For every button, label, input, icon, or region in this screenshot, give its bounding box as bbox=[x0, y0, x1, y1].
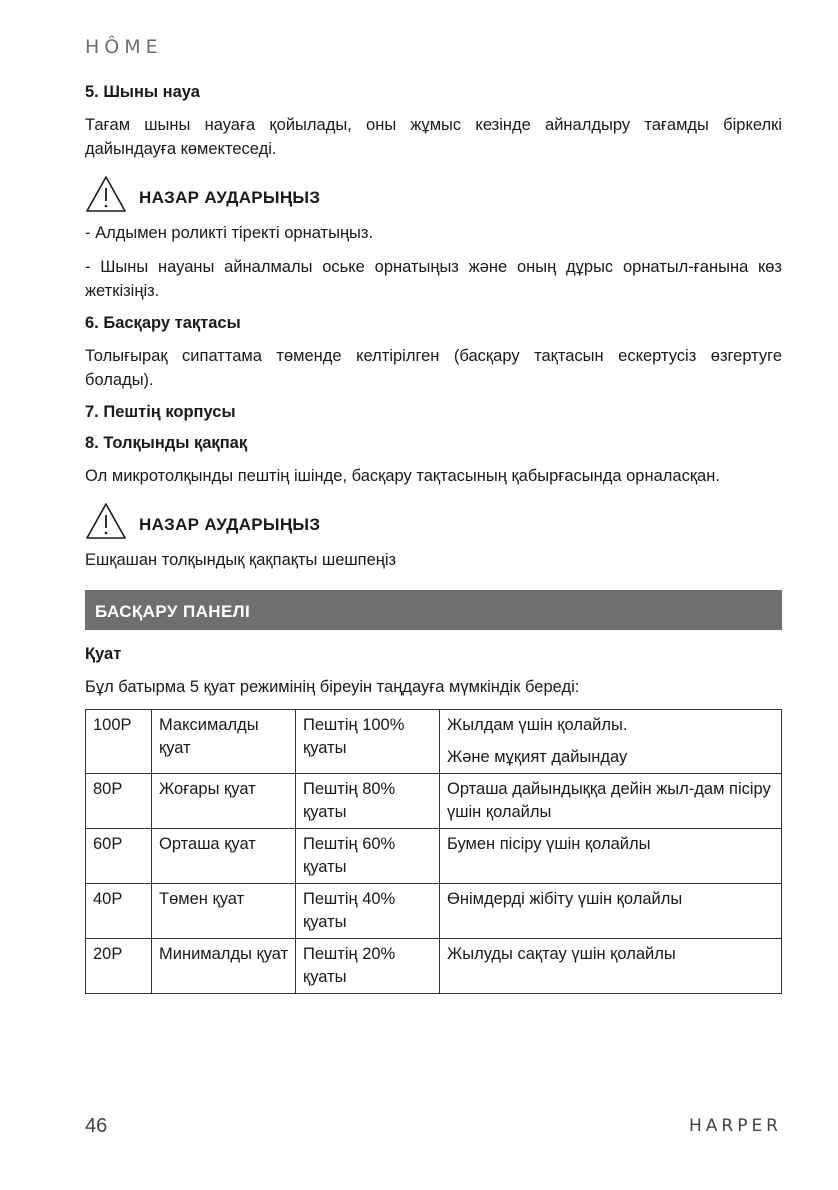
brand-logo: HARPER bbox=[688, 1116, 782, 1136]
power-use: Бумен пісіру үшін қолайлы bbox=[440, 829, 782, 884]
power-use: Жылуды сақтау үшін қолайлы bbox=[440, 939, 782, 994]
power-code: 40P bbox=[86, 884, 152, 939]
power-use-line: Жылдам үшін қолайлы. bbox=[447, 716, 628, 734]
power-code: 100P bbox=[86, 710, 152, 774]
warning-line: Ешқашан толқындық қақпақты шешпеңіз bbox=[85, 551, 397, 569]
section-title-glass-tray: 5. Шыны науа bbox=[85, 83, 200, 101]
warning-block bbox=[85, 502, 782, 540]
warning-title: НАЗАР АУДАРЫҢЫЗ bbox=[139, 188, 321, 207]
power-use bbox=[440, 710, 782, 774]
power-code: 60P bbox=[86, 829, 152, 884]
power-code: 80P bbox=[86, 774, 152, 829]
section-banner: БАСҚАРУ ПАНЕЛІ bbox=[85, 590, 782, 630]
warning-line: - Шыны науаны айналмалы оське орнатыңыз және оның дұрыс орнатыл-ғанына көз жеткізіңіз. bbox=[85, 258, 782, 300]
control-panel-text: Толығырақ сипаттама төменде келтірілген (басқару тақтасын ескертусіз өзгертуге болады). bbox=[85, 347, 782, 389]
power-table bbox=[85, 709, 782, 994]
warning-block bbox=[85, 175, 782, 213]
power-level: Пештің 60% қуаты bbox=[296, 829, 440, 884]
glass-tray-text: Тағам шыны науаға қойылады, оны жұмыс кезінде айналдыру тағамды біркелкі дайындауға көмектеседі. bbox=[85, 116, 782, 158]
power-level: Пештің 80% қуаты bbox=[296, 774, 440, 829]
warning-line: - Алдымен роликті тіректі орнатыңыз. bbox=[85, 224, 374, 242]
warning-triangle-icon bbox=[85, 502, 127, 540]
power-code: 20P bbox=[86, 939, 152, 994]
power-level: Пештің 100% қуаты bbox=[296, 710, 440, 774]
table-row bbox=[86, 710, 782, 774]
home-logo: HÔME bbox=[85, 36, 163, 58]
power-name: Төмен қуат bbox=[152, 884, 296, 939]
table-row bbox=[86, 774, 782, 829]
power-name: Минималды қуат bbox=[152, 939, 296, 994]
warning-title: НАЗАР АУДАРЫҢЫЗ bbox=[139, 515, 321, 534]
power-level: Пештің 20% қуаты bbox=[296, 939, 440, 994]
page-number: 46 bbox=[85, 1115, 108, 1137]
power-use-line: Және мұқият дайындау bbox=[447, 748, 628, 766]
power-use: Өнімдерді жібіту үшін қолайлы bbox=[440, 884, 782, 939]
table-row bbox=[86, 829, 782, 884]
section-title-oven-body: 7. Пештің корпусы bbox=[85, 403, 236, 421]
section-title-control-panel: 6. Басқару тақтасы bbox=[85, 314, 241, 332]
warning-triangle-icon bbox=[85, 175, 127, 213]
power-level: Пештің 40% қуаты bbox=[296, 884, 440, 939]
power-text: Бұл батырма 5 қуат режимінің біреуін таңдауға мүмкіндік береді: bbox=[85, 678, 580, 696]
power-name: Максималды қуат bbox=[152, 710, 296, 774]
table-row bbox=[86, 939, 782, 994]
power-title: Қуат bbox=[85, 645, 122, 663]
power-name: Орташа қуат bbox=[152, 829, 296, 884]
power-name: Жоғары қуат bbox=[152, 774, 296, 829]
page-content bbox=[85, 82, 782, 994]
wave-cover-text: Ол микротолқынды пештің ішінде, басқару тақтасының қабырғасында орналасқан. bbox=[85, 467, 720, 485]
power-use: Орташа дайындыққа дейін жыл-дам пісіру үшін қолайлы bbox=[440, 774, 782, 829]
section-title-wave-cover: 8. Толқынды қақпақ bbox=[85, 434, 248, 452]
table-row bbox=[86, 884, 782, 939]
